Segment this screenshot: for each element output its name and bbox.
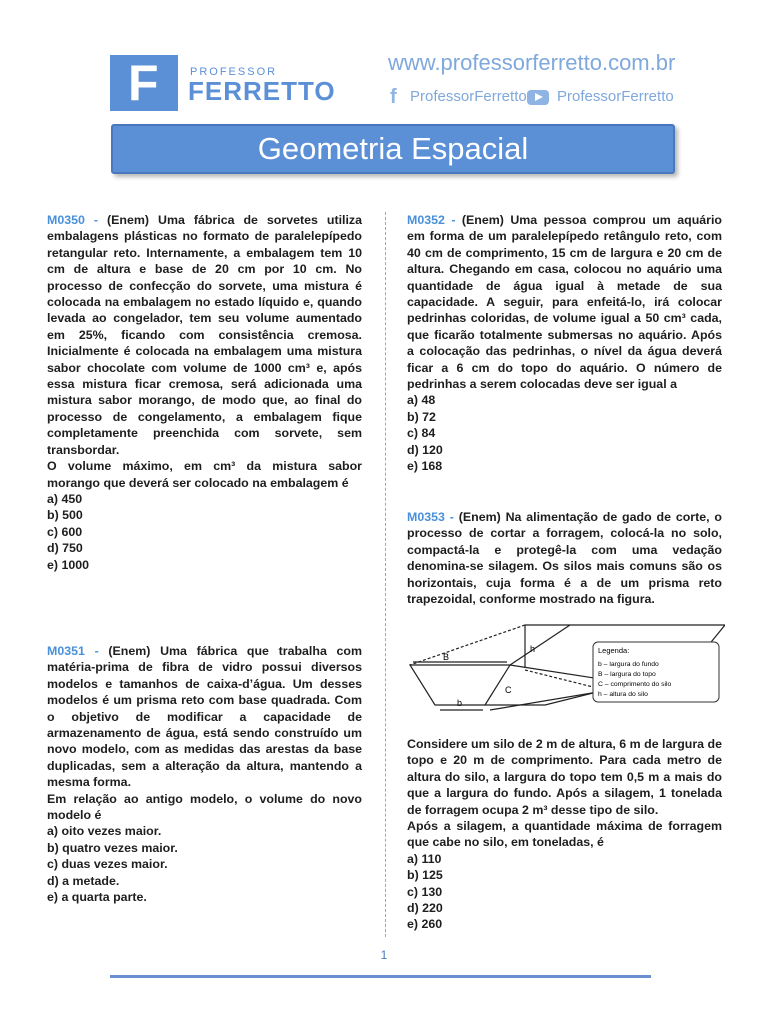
option-b[interactable]: b) 500 <box>47 508 83 523</box>
silo-figure <box>405 620 725 725</box>
question-code: M0352 - <box>407 213 456 227</box>
facebook-handle[interactable]: ProfessorFerretto <box>410 88 527 105</box>
question-text <box>47 643 362 791</box>
option-a[interactable]: a) 48 <box>407 393 436 408</box>
option-d[interactable]: d) 220 <box>407 901 443 916</box>
question-prompt: Após a silagem, a quantidade máxima de forragem que cabe no silo, em toneladas, é <box>407 819 722 850</box>
label-b: b <box>457 698 463 708</box>
question-m0352 <box>407 212 722 475</box>
legend-item: b – largura do fundo <box>598 661 659 668</box>
question-body: (Enem) Uma pessoa comprou um aquário em forma de um paralelepípedo retângulo reto, com 40 cm de comprimento, 15 cm de largura e 20 cm de altura. Chegando em casa, colocou no aquário uma quantidade de água igual à metade de sua capacidade. A seguir, para enfeitá-lo, irá colocar pedrinhas coloridas, de volume igual a 50 cm³ cada, que ficarão totalmente submersas no aquário. Após a colocação das pedrinhas, o nível da água deverá ficar a 6 cm do topo do aquário. O número de pedrinhas a serem colocadas deve ser igual a <box>407 213 722 392</box>
page-title: Geometria Espacial <box>257 131 529 166</box>
youtube-icon <box>527 90 549 105</box>
option-e[interactable]: e) 168 <box>407 459 443 474</box>
question-text <box>47 212 362 458</box>
label-B: B <box>443 652 450 662</box>
question-body: (Enem) Uma fábrica de sorvetes utiliza embalagens plásticas no formato de paralelepípedo retangular reto. Internamente, a embalagem tem 10 cm de altura e base de 20 cm por 10 cm. No processo de confecção do sorvete, uma mistura é colocada na embalagem no estado líquido e, quando levada ao congelador, tem seu volume aumentado em 25%, ficando com consistência cremosa. Inicialmente é colocada na embalagem uma mistura sabor chocolate com volume de 1000 cm³ e, após essa mistura ficar cremosa, será adicionada uma mistura sabor morango, de modo que, ao final do processo de congelamento, a embalagem fique completamente preenchida com sorvete, sem transbordar. <box>47 213 362 457</box>
option-b[interactable]: b) quatro vezes maior. <box>47 840 178 855</box>
question-text <box>407 212 722 392</box>
title-banner <box>111 124 675 174</box>
brand-subtitle: PROFESSOR <box>190 66 278 78</box>
brand-name: FERRETTO <box>188 76 336 106</box>
question-m0350 <box>47 212 362 573</box>
option-c[interactable]: c) 600 <box>47 524 83 539</box>
question-text <box>407 509 722 607</box>
option-c[interactable]: c) duas vezes maior. <box>47 857 168 872</box>
option-e[interactable]: e) 260 <box>407 917 443 932</box>
option-a[interactable]: a) 110 <box>407 851 442 866</box>
option-e[interactable]: e) 1000 <box>47 557 90 572</box>
logo-letter: F <box>128 55 159 111</box>
option-e[interactable]: e) a quarta parte. <box>47 890 147 905</box>
option-b[interactable]: b) 72 <box>407 409 436 424</box>
question-code: M0350 - <box>47 213 99 227</box>
column-divider <box>385 212 386 937</box>
question-code: M0351 - <box>47 644 99 658</box>
option-a[interactable]: a) 450 <box>47 491 83 506</box>
option-b[interactable]: b) 125 <box>407 868 443 883</box>
website-link[interactable]: www.professorferretto.com.br <box>388 50 676 75</box>
question-prompt: Em relação ao antigo modelo, o volume do novo modelo é <box>47 791 362 823</box>
label-h: h <box>530 644 536 654</box>
footer-rule <box>110 975 651 978</box>
youtube-handle[interactable]: ProfessorFerretto <box>557 88 674 105</box>
legend-title: Legenda: <box>598 646 630 655</box>
label-C: C <box>505 685 512 695</box>
question-body-2: Considere um silo de 2 m de altura, 6 m de largura de topo e 20 m de comprimento. Para cada metro de altura do silo, a largura do topo tem 0,5 m a mais do que a largura do fundo. Após a silagem, 1 tonelada de forragem ocupa 2 m³ desse tipo de silo. <box>407 737 722 817</box>
legend-item: B – largura do topo <box>598 671 656 678</box>
option-a[interactable]: a) oito vezes maior. <box>47 824 162 839</box>
option-d[interactable]: d) 120 <box>407 442 443 457</box>
option-d[interactable]: d) a metade. <box>47 873 120 888</box>
silo-hidden-edge <box>410 625 525 665</box>
question-prompt: O volume máximo, em cm³ da mistura sabor morango que deverá ser colocado na embalagem é <box>47 459 362 490</box>
legend-item: C – comprimento do silo <box>598 681 672 688</box>
option-d[interactable]: d) 750 <box>47 541 83 556</box>
logo-mark <box>110 55 178 111</box>
facebook-icon: f <box>390 86 397 108</box>
option-c[interactable]: c) 130 <box>407 884 443 899</box>
question-m0353-continued <box>407 736 722 933</box>
question-body: (Enem) Uma fábrica que trabalha com matéria-prima de fibra de vidro possui diversos modelos e tamanhos de caixa-d’água. Um desses modelos é um prisma reto com base quadrada. Com o objetivo de modificar a capacidade de armazenamento de água, está sendo construído um novo modelo, com as medidas das arestas da base duplicadas, sem a alteração da altura, mantendo a mesma forma. <box>47 644 362 790</box>
question-m0351 <box>47 643 362 906</box>
legend-item: h – altura do silo <box>598 691 648 698</box>
question-body: (Enem) Na alimentação de gado de corte, o processo de cortar a forragem, colocá-la no solo, compactá-la e protegê-la com uma vedação denomina-se silagem. Os silos mais comuns são os horizontais, cuja forma é a de um prisma reto trapezoidal, conforme mostrado na figura. <box>407 510 722 607</box>
page-number: 1 <box>380 948 388 962</box>
question-code: M0353 - <box>407 510 454 524</box>
option-c[interactable]: c) 84 <box>407 426 436 441</box>
question-m0353 <box>407 509 722 607</box>
